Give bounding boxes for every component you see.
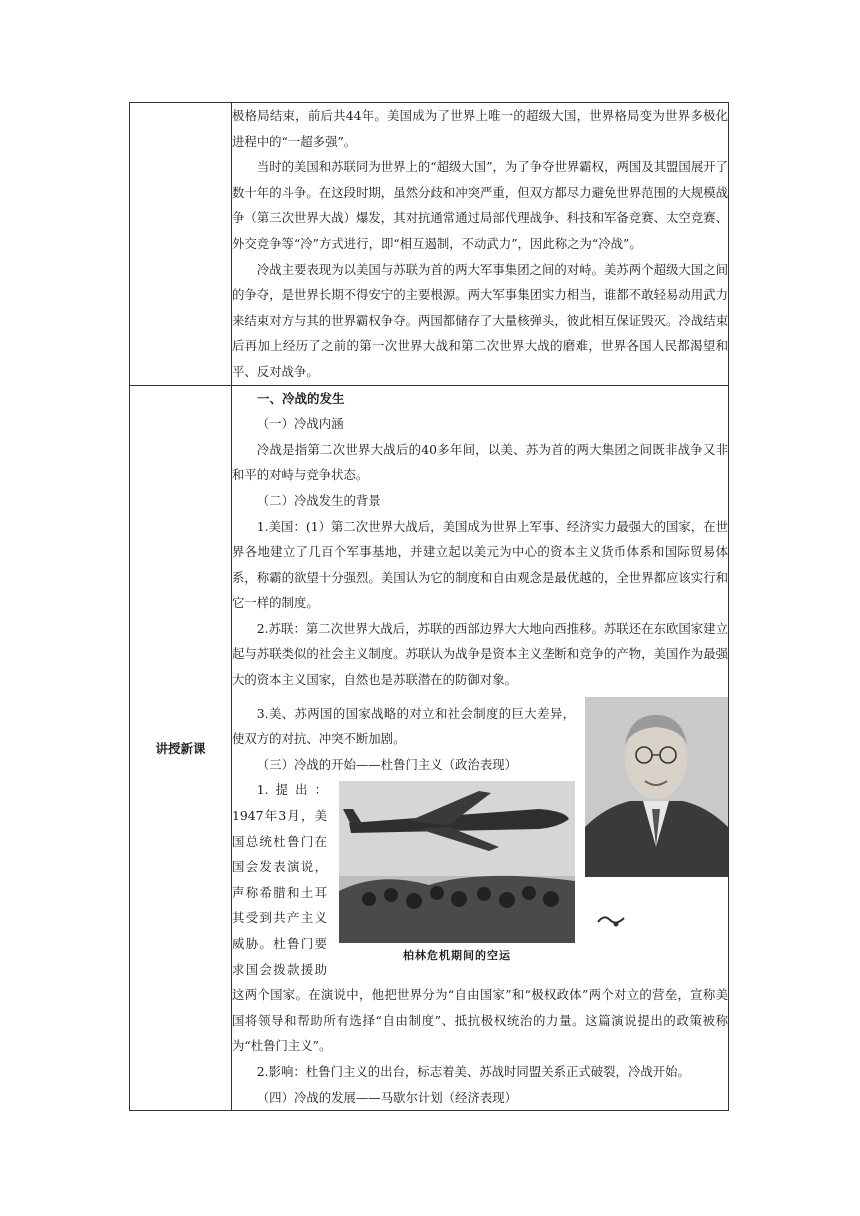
paragraph: 冷战是指第二次世界大战后的40多年间，以美、苏为首的两大集团之间既非战争又非和平的对峙与竞争状态。 — [232, 441, 728, 483]
paragraph: 1.提出：1947年3月，美国总统杜鲁门在国会发表演说，声称希腊和土耳其受到共产主义威胁。杜鲁门要求国会拨款援助这两个国家。在演说中，他把世界分为“自由国家”和“极权政体”两个对立的营垒，宣称美国将领导和帮助所有选择“自由制度”、抵抗极权统治的力量。这篇演说提出的政策被称为“杜鲁门主义”。 — [232, 782, 728, 1054]
lesson-content-cell — [232, 385, 729, 1111]
subheading: （一）冷战内涵 — [256, 416, 344, 432]
row-label-cell — [130, 103, 232, 386]
paragraph: 当时的美国和苏联同为世界上的“超级大国”，为了争夺世界霸权，两国及其盟国展开了数十年的斗争。在这段时期，虽然分歧和冲突严重，但双方都尽力避免世界范围的大规模战争（第三次世界大战）爆发，其对抗通常通过局部代理战争、科技和军备竞赛、太空竞赛、外交竞争等“冷”方式进行，即“相互遏制，不动武力”，因此称之为“冷战”。 — [232, 159, 728, 251]
photo-caption: 柏林危机期间的空运 — [339, 943, 575, 959]
subheading: （四）冷战的发展——马歇尔计划（经济表现） — [256, 1089, 517, 1105]
paragraph: 2.苏联：第二次世界大战后，苏联的西部边界大大地向西推移。苏联还在东欧国家建立起与苏联类似的社会主义制度。苏联认为战争是资本主义垄断和竞争的产物，美国作为最强大的资本主义国家，自然也是苏联潜在的防御对象。 — [232, 620, 728, 688]
decorative-mark-icon — [596, 912, 626, 930]
paragraph: 极格局结束，前后共44年。美国成为了世界上唯一的超级大国，世界格局变为世界多极化进程中的“一超多强”。 — [232, 108, 728, 149]
lesson-table — [129, 102, 729, 1111]
section-heading: 一、冷战的发生 — [257, 390, 345, 406]
truman-portrait-photo — [585, 697, 728, 877]
paragraph: 冷战主要表现为以美国与苏联为首的两大军事集团之间的对峙。美苏两个超级大国之间的争夺，是世界长期不得安宁的主要根源。两大军事集团实力相当，谁都不敢轻易动用武力来结束对方与其的世界霸权争夺。两国都储存了大量核弹头，彼此相互保证毁灭。冷战结束后再加上经历了之前的第一次世界大战和第二次世界大战的磨难，世界各国人民都渴望和平、反对战争。 — [232, 261, 728, 379]
paragraph: 1.美国：(1）第二次世界大战后，美国成为世界上军事、经济实力最强大的国家，在世界各地建立了几百个军事基地，并建立起以美元为中心的资本主义货币体系和国际贸易体系，称霸的欲望十分强烈。美国认为它的制度和自由观念是最优越的，全世界都应该实行和它一样的制度。 — [232, 518, 728, 611]
berlin-airlift-photo — [339, 781, 575, 963]
background-text-cell — [232, 103, 729, 386]
table-row — [130, 103, 729, 386]
subheading: （三）冷战的开始——杜鲁门主义（政治表现） — [256, 756, 517, 772]
row-label-cell — [130, 385, 232, 1111]
paragraph: 2.影响：杜鲁门主义的出台，标志着美、苏战时同盟关系正式破裂，冷战开始。 — [256, 1063, 690, 1079]
table-row — [130, 385, 729, 1111]
subheading: （二）冷战发生的背景 — [256, 492, 381, 508]
paragraph: 3.美、苏两国的国家战略的对立和社会制度的巨大差异，使双方的对抗、冲突不断加剧。 — [232, 705, 575, 747]
section-label: 讲授新课 — [155, 740, 206, 756]
